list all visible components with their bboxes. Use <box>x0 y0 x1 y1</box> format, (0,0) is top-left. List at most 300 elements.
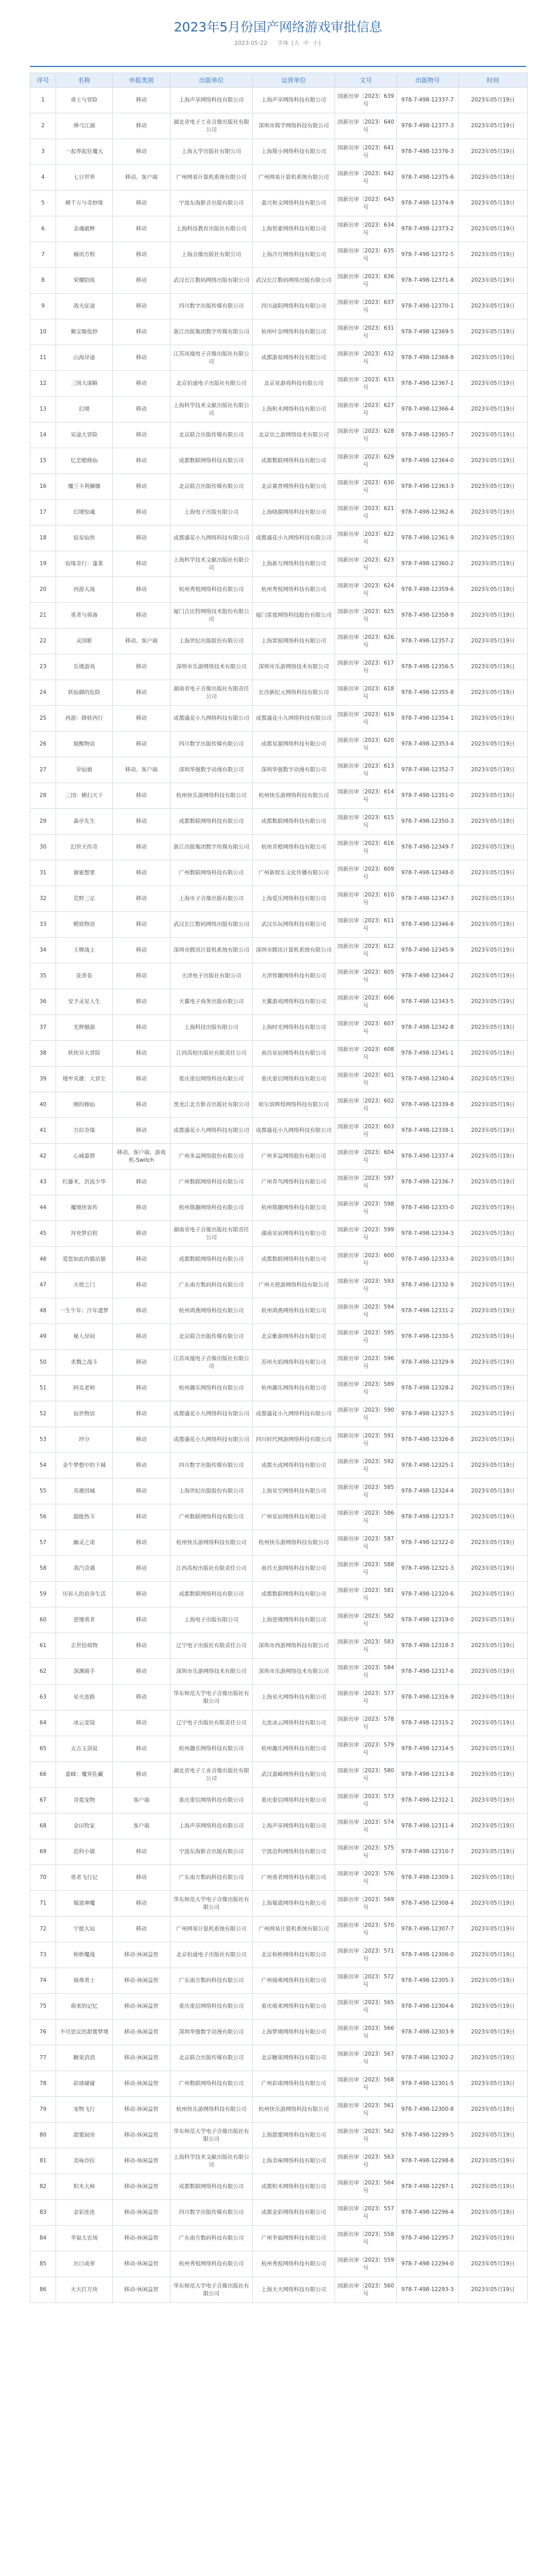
cell-category: 移动 <box>113 1891 170 1917</box>
cell-publisher: 四川数字出版传媒有限公司 <box>170 2200 253 2226</box>
cell-index: 56 <box>30 1504 56 1530</box>
cell-isbn: 978-7-498-12341-1 <box>397 1041 459 1066</box>
cell-operator: 南昌天游网络科技有限公司 <box>253 1556 335 1582</box>
cell-category: 移动 <box>113 1350 170 1376</box>
cell-category: 移动 <box>113 1736 170 1762</box>
cell-name: 杀戮之战斗 <box>56 1350 113 1376</box>
cell-publisher: 成都数联网络科技有限公司 <box>170 809 253 835</box>
cell-category: 移动-休闲益智 <box>113 1968 170 1994</box>
cell-document-no: 国新出审〔2023〕602号 <box>335 1092 397 1118</box>
cell-index: 21 <box>30 603 56 629</box>
cell-category: 移动 <box>113 1504 170 1530</box>
cell-document-no: 国新出审〔2023〕608号 <box>335 1041 397 1066</box>
cell-date: 2023年05月19日 <box>459 1659 528 1685</box>
cell-document-no: 国新出审〔2023〕601号 <box>335 1066 397 1092</box>
cell-document-no: 国新出审〔2023〕623号 <box>335 551 397 577</box>
cell-publisher: 成都盛花小九网络科技有限公司 <box>170 706 253 732</box>
cell-operator: 杭州青橙网络科技有限公司 <box>253 835 335 860</box>
cell-operator: 深圳市乐游网络技术有限公司 <box>253 1659 335 1685</box>
cell-operator: 广州新娱乐文化传播有限公司 <box>253 860 335 886</box>
cell-index: 3 <box>30 139 56 165</box>
header-isbn: 出版物号 <box>397 73 459 88</box>
cell-date: 2023年05月19日 <box>459 1736 528 1762</box>
cell-category: 移动 <box>113 938 170 963</box>
cell-category: 移动 <box>113 88 170 113</box>
cell-date: 2023年05月19日 <box>459 835 528 860</box>
cell-operator: 宁波范科网络科技有限公司 <box>253 1839 335 1865</box>
cell-isbn: 978-7-498-12332-9 <box>397 1273 459 1298</box>
cell-category: 移动-休闲益智 <box>113 2045 170 2071</box>
cell-document-no: 国新出审〔2023〕606号 <box>335 989 397 1015</box>
table-row <box>30 1659 528 1685</box>
table-row <box>30 1401 528 1427</box>
cell-operator: 上海时光网络科技有限公司 <box>253 1015 335 1041</box>
table-row <box>30 912 528 938</box>
cell-document-no: 国新出审〔2023〕577号 <box>335 1685 397 1710</box>
cell-category: 移动 <box>113 1453 170 1479</box>
cell-isbn: 978-7-498-12367-1 <box>397 371 459 397</box>
cell-document-no: 国新出审〔2023〕592号 <box>335 1453 397 1479</box>
cell-name: 英雄回城 <box>56 1479 113 1504</box>
cell-category: 移动 <box>113 242 170 268</box>
cell-name: 积木大师 <box>56 2174 113 2200</box>
table-row <box>30 1865 528 1891</box>
cell-category: 移动-休闲益智 <box>113 2174 170 2200</box>
cell-operator: 上海雷锐网络科技有限公司 <box>253 629 335 654</box>
table-row <box>30 1556 528 1582</box>
table-header <box>30 73 528 88</box>
cell-publisher: 广州数联网络科技有限公司 <box>170 1170 253 1195</box>
cell-isbn: 978-7-498-12353-4 <box>397 732 459 757</box>
font-size-large-link[interactable]: [大 <box>291 40 300 46</box>
cell-date: 2023年05月19日 <box>459 1556 528 1582</box>
cell-name: 魔境侠客传 <box>56 1195 113 1221</box>
cell-category: 移动、客户端 <box>113 757 170 783</box>
cell-index: 8 <box>30 268 56 294</box>
table-row <box>30 629 528 654</box>
cell-date: 2023年05月19日 <box>459 345 528 371</box>
cell-date: 2023年05月19日 <box>459 88 528 113</box>
cell-isbn: 978-7-498-12318-3 <box>397 1633 459 1659</box>
cell-document-no: 国新出审〔2023〕622号 <box>335 526 397 551</box>
cell-publisher: 广东南方数码科技有限公司 <box>170 1865 253 1891</box>
cell-category: 移动 <box>113 1170 170 1195</box>
cell-date: 2023年05月19日 <box>459 1891 528 1917</box>
cell-operator: 成都盛花小九网络科技有限公司 <box>253 1118 335 1144</box>
cell-date: 2023年05月19日 <box>459 448 528 474</box>
cell-category: 移动-休闲益智 <box>113 1994 170 2020</box>
cell-isbn: 978-7-498-12314-5 <box>397 1736 459 1762</box>
cell-isbn: 978-7-498-12357-2 <box>397 629 459 654</box>
cell-operator: 成都数联网络科技有限公司 <box>253 448 335 474</box>
cell-index: 24 <box>30 680 56 706</box>
cell-publisher: 浙江出版集团数字传媒有限公司 <box>170 835 253 860</box>
font-size-small-link[interactable]: 小] <box>312 40 321 46</box>
cell-document-no: 国新出审〔2023〕560号 <box>335 2277 397 2303</box>
cell-date: 2023年05月19日 <box>459 912 528 938</box>
table-row <box>30 1607 528 1633</box>
cell-index: 33 <box>30 912 56 938</box>
cell-category: 移动 <box>113 989 170 1015</box>
cell-index: 81 <box>30 2148 56 2174</box>
table-row <box>30 2200 528 2226</box>
cell-document-no: 国新出审〔2023〕641号 <box>335 139 397 165</box>
cell-date: 2023年05月19日 <box>459 757 528 783</box>
cell-operator: 深圳市西游网络科技有限公司 <box>253 1633 335 1659</box>
cell-category: 移动-休闲益智 <box>113 2251 170 2277</box>
cell-category: 移动、客户端、游戏机-Switch <box>113 1144 170 1170</box>
cell-isbn: 978-7-498-12365-7 <box>397 422 459 448</box>
cell-date: 2023年05月19日 <box>459 1221 528 1247</box>
cell-isbn: 978-7-498-12336-7 <box>397 1170 459 1195</box>
cell-document-no: 国新出审〔2023〕620号 <box>335 732 397 757</box>
cell-index: 58 <box>30 1556 56 1582</box>
cell-name: 金牛梦想中的下城 <box>56 1453 113 1479</box>
cell-category: 移动-休闲益智 <box>113 2071 170 2097</box>
cell-index: 22 <box>30 629 56 654</box>
cell-publisher: 上海声享网络科技有限公司 <box>170 88 253 113</box>
cell-name: 阿克老师 <box>56 1376 113 1401</box>
cell-publisher: 宁波东海影音出版有限公司 <box>170 191 253 216</box>
cell-document-no: 国新出审〔2023〕597号 <box>335 1170 397 1195</box>
cell-operator: 武汉乐玩网络科技有限公司 <box>253 912 335 938</box>
cell-document-no: 国新出审〔2023〕604号 <box>335 1144 397 1170</box>
page-title: 2023年5月份国产网络游戏审批信息 <box>173 20 383 35</box>
cell-isbn: 978-7-498-12359-6 <box>397 577 459 603</box>
cell-date: 2023年05月19日 <box>459 1479 528 1504</box>
cell-isbn: 978-7-498-12317-6 <box>397 1659 459 1685</box>
cell-date: 2023年05月19日 <box>459 938 528 963</box>
font-size-medium-link[interactable]: 中 <box>303 40 309 46</box>
table-row <box>30 191 528 216</box>
table-row <box>30 886 528 912</box>
table-row <box>30 603 528 629</box>
cell-index: 42 <box>30 1144 56 1170</box>
cell-date: 2023年05月19日 <box>459 1015 528 1041</box>
cell-publisher: 上海科学技术文献出版社有限公司 <box>170 2148 253 2174</box>
cell-index: 4 <box>30 165 56 191</box>
cell-document-no: 国新出审〔2023〕637号 <box>335 294 397 319</box>
cell-date: 2023年05月19日 <box>459 319 528 345</box>
cell-date: 2023年05月19日 <box>459 1865 528 1891</box>
cell-isbn: 978-7-498-12305-3 <box>397 1968 459 1994</box>
cell-isbn: 978-7-498-12349-7 <box>397 835 459 860</box>
cell-category: 移动 <box>113 1556 170 1582</box>
cell-name: 荣耀陪练 <box>56 268 113 294</box>
cell-index: 61 <box>30 1633 56 1659</box>
table-row <box>30 809 528 835</box>
cell-index: 29 <box>30 809 56 835</box>
cell-category: 移动 <box>113 422 170 448</box>
cell-publisher: 北京伯通电子出版社有限公司 <box>170 1942 253 1968</box>
cell-document-no: 国新出审〔2023〕557号 <box>335 2200 397 2226</box>
cell-category: 移动 <box>113 191 170 216</box>
cell-isbn: 978-7-498-12320-6 <box>397 1582 459 1607</box>
cell-index: 63 <box>30 1685 56 1710</box>
cell-isbn: 978-7-498-12337-4 <box>397 1144 459 1170</box>
cell-operator: 上海美味网络科技有限公司 <box>253 2148 335 2174</box>
cell-publisher: 江苏凤凰电子音像出版社有限公司 <box>170 345 253 371</box>
cell-index: 85 <box>30 2251 56 2277</box>
cell-name: 美味沙拉 <box>56 2148 113 2174</box>
cell-category: 移动 <box>113 1195 170 1221</box>
cell-name: 勇者飞行记 <box>56 1865 113 1891</box>
table-row <box>30 1968 528 1994</box>
cell-isbn: 978-7-498-12335-0 <box>397 1195 459 1221</box>
cell-date: 2023年05月19日 <box>459 1144 528 1170</box>
cell-date: 2023年05月19日 <box>459 1273 528 1298</box>
cell-name: 拜充梦启程 <box>56 1221 113 1247</box>
cell-operator: 杭州快乐游网络科技有限公司 <box>253 783 335 809</box>
cell-category: 移动 <box>113 1633 170 1659</box>
cell-index: 11 <box>30 345 56 371</box>
cell-date: 2023年05月19日 <box>459 2277 528 2303</box>
cell-name: 幽灵之诺 <box>56 1530 113 1556</box>
table-row <box>30 1814 528 1839</box>
cell-publisher: 重庆重信网络科技有限公司 <box>170 1066 253 1092</box>
header-category: 申报类别 <box>113 73 170 88</box>
cell-publisher: 华东师范大学电子音像出版社有限公司 <box>170 1685 253 1710</box>
cell-operator: 广州彩球网络科技有限公司 <box>253 2071 335 2097</box>
cell-operator: 广州多益网络股份有限公司 <box>253 1144 335 1170</box>
cell-document-no: 国新出审〔2023〕578号 <box>335 1710 397 1736</box>
cell-index: 62 <box>30 1659 56 1685</box>
cell-date: 2023年05月19日 <box>459 216 528 242</box>
cell-category: 客户端 <box>113 1788 170 1814</box>
cell-isbn: 978-7-498-12370-1 <box>397 294 459 319</box>
cell-date: 2023年05月19日 <box>459 963 528 989</box>
cell-index: 50 <box>30 1350 56 1376</box>
cell-operator: 成都金彩网络科技有限公司 <box>253 2200 335 2226</box>
cell-isbn: 978-7-498-12351-0 <box>397 783 459 809</box>
cell-category: 移动 <box>113 397 170 422</box>
cell-operator: 杭州趣乐网络科技有限公司 <box>253 1376 335 1401</box>
cell-category: 移动 <box>113 113 170 139</box>
cell-date: 2023年05月19日 <box>459 1917 528 1942</box>
cell-isbn: 978-7-498-12372-5 <box>397 242 459 268</box>
cell-name: 忆恋嗯修仙 <box>56 448 113 474</box>
cell-operator: 武汉嘉峰网络科技有限公司 <box>253 1762 335 1788</box>
cell-publisher: 江西高校出版社有限责任公司 <box>170 1556 253 1582</box>
cell-index: 7 <box>30 242 56 268</box>
cell-category: 移动 <box>113 1092 170 1118</box>
cell-document-no: 国新出审〔2023〕607号 <box>335 1015 397 1041</box>
cell-operator: 苏州火焰网络科技有限公司 <box>253 1350 335 1376</box>
cell-name: 三国大谋略 <box>56 371 113 397</box>
publish-date: 2023-05-22 <box>234 40 268 46</box>
cell-document-no: 国新出审〔2023〕579号 <box>335 1736 397 1762</box>
cell-publisher: 广东南方数码科技有限公司 <box>170 1273 253 1298</box>
cell-operator: 上海梦境网络科技有限公司 <box>253 2020 335 2045</box>
table-row <box>30 1170 528 1195</box>
cell-operator: 广州星辰网络科技有限公司 <box>253 1504 335 1530</box>
cell-index: 14 <box>30 422 56 448</box>
cell-category: 移动 <box>113 835 170 860</box>
cell-operator: 天翼游戏网络科技有限公司 <box>253 989 335 1015</box>
cell-operator: 上海简小网络科技有限公司 <box>253 139 335 165</box>
cell-publisher: 湖南省电子音像出版社有限责任公司 <box>170 1221 253 1247</box>
cell-isbn: 978-7-498-12343-5 <box>397 989 459 1015</box>
cell-date: 2023年05月19日 <box>459 1994 528 2020</box>
cell-publisher: 广州多益网络股份有限公司 <box>170 1144 253 1170</box>
cell-name: 蒸汽奇遇 <box>56 1556 113 1582</box>
cell-name: 宿星仙侠 <box>56 526 113 551</box>
cell-publisher: 武汉长江数码网络出版有限公司 <box>170 912 253 938</box>
cell-isbn: 978-7-498-12296-4 <box>397 2200 459 2226</box>
cell-index: 32 <box>30 886 56 912</box>
cell-index: 20 <box>30 577 56 603</box>
cell-document-no: 国新出审〔2023〕584号 <box>335 1659 397 1685</box>
table-row <box>30 345 528 371</box>
cell-index: 28 <box>30 783 56 809</box>
table-row <box>30 139 528 165</box>
cell-document-no: 国新出审〔2023〕574号 <box>335 1814 397 1839</box>
cell-isbn: 978-7-498-12303-9 <box>397 2020 459 2045</box>
cell-publisher: 湖北省电子工业音像出版社有限公司 <box>170 1762 253 1788</box>
cell-operator: 北京宗之游网络技术有限公司 <box>253 422 335 448</box>
cell-isbn: 978-7-498-12329-9 <box>397 1350 459 1376</box>
table-row <box>30 294 528 319</box>
cell-date: 2023年05月19日 <box>459 1427 528 1453</box>
cell-operator: 上海智豪网络科技有限公司 <box>253 216 335 242</box>
cell-name: 魔兰卡利狮娜 <box>56 474 113 500</box>
cell-date: 2023年05月19日 <box>459 371 528 397</box>
table-row <box>30 989 528 1015</box>
cell-index: 47 <box>30 1273 56 1298</box>
cell-index: 13 <box>30 397 56 422</box>
cell-name: 超能热斗 <box>56 1504 113 1530</box>
header-row <box>30 73 528 88</box>
cell-isbn: 978-7-498-12360-2 <box>397 551 459 577</box>
cell-index: 41 <box>30 1118 56 1144</box>
table-row <box>30 1066 528 1092</box>
cell-operator: 成都盛花小九网络科技有限公司 <box>253 706 335 732</box>
table-row <box>30 1247 528 1273</box>
cell-name: 和桥魔战 <box>56 1942 113 1968</box>
cell-operator: 广州勇者网络科技有限公司 <box>253 1865 335 1891</box>
cell-index: 44 <box>30 1195 56 1221</box>
cell-operator: 武汉长江数码网络出版有限公司 <box>253 268 335 294</box>
cell-operator: 深圳华强数字动漫有限公司 <box>253 757 335 783</box>
cell-operator: 上海声享网络科技有限公司 <box>253 1814 335 1839</box>
cell-operator: 成都积木网络科技有限公司 <box>253 2174 335 2200</box>
cell-category: 移动、客户端 <box>113 629 170 654</box>
cell-index: 45 <box>30 1221 56 1247</box>
cell-category: 移动-休闲益智 <box>113 1942 170 1968</box>
cell-isbn: 978-7-498-12364-0 <box>397 448 459 474</box>
cell-publisher: 杭州快乐游网络科技有限公司 <box>170 1530 253 1556</box>
cell-index: 83 <box>30 2200 56 2226</box>
cell-operator: 北京赛普网络科技有限公司 <box>253 474 335 500</box>
cell-publisher: 广东南方数码科技有限公司 <box>170 2226 253 2251</box>
cell-date: 2023年05月19日 <box>459 886 528 912</box>
cell-operator: 杭州秀悦网络科技有限公司 <box>253 577 335 603</box>
cell-name: 一生午年：汗年遗梦 <box>56 1298 113 1324</box>
cell-name: 星火连路 <box>56 1685 113 1710</box>
table-row <box>30 835 528 860</box>
cell-isbn: 978-7-498-12346-6 <box>397 912 459 938</box>
cell-name: 甜蜜厨房 <box>56 2123 113 2148</box>
cell-name: 秘人异间 <box>56 1324 113 1350</box>
cell-document-no: 国新出审〔2023〕611号 <box>335 912 397 938</box>
cell-isbn: 978-7-498-12306-0 <box>397 1942 459 1968</box>
cell-publisher: 四川数字出版传媒有限公司 <box>170 1453 253 1479</box>
cell-date: 2023年05月19日 <box>459 422 528 448</box>
cell-operator: 上海冷月网络科技有限公司 <box>253 242 335 268</box>
cell-publisher: 杭州趣乐网络科技有限公司 <box>170 1736 253 1762</box>
cell-isbn: 978-7-498-12309-1 <box>397 1865 459 1891</box>
cell-name: 金田牧家 <box>56 1814 113 1839</box>
cell-index: 31 <box>30 860 56 886</box>
cell-publisher: 深圳市乐游网络技术有限公司 <box>170 1659 253 1685</box>
cell-isbn: 978-7-498-12333-6 <box>397 1247 459 1273</box>
cell-category: 移动 <box>113 1247 170 1273</box>
cell-document-no: 国新出审〔2023〕643号 <box>335 191 397 216</box>
cell-name: 西游大战 <box>56 577 113 603</box>
cell-operator: 上海新互网络科技有限公司 <box>253 551 335 577</box>
cell-publisher: 上海世纪出版股份有限公司 <box>170 1479 253 1504</box>
table-row <box>30 88 528 113</box>
cell-document-no: 国新出审〔2023〕642号 <box>335 165 397 191</box>
table-row <box>30 1942 528 1968</box>
cell-category: 移动 <box>113 474 170 500</box>
cell-date: 2023年05月19日 <box>459 139 528 165</box>
cell-index: 68 <box>30 1814 56 1839</box>
table-row <box>30 551 528 577</box>
cell-index: 70 <box>30 1865 56 1891</box>
table-row <box>30 1582 528 1607</box>
table-row <box>30 474 528 500</box>
cell-isbn: 978-7-498-12319-0 <box>397 1607 459 1633</box>
cell-document-no: 国新出审〔2023〕626号 <box>335 629 397 654</box>
cell-operator: 杭州叶奈网络科技有限公司 <box>253 319 335 345</box>
cell-document-no: 国新出审〔2023〕613号 <box>335 757 397 783</box>
table-row <box>30 216 528 242</box>
cell-operator: 四川时代网游网络科技有限公司 <box>253 1427 335 1453</box>
cell-isbn: 978-7-498-12331-2 <box>397 1298 459 1324</box>
cell-isbn: 978-7-498-12330-5 <box>397 1324 459 1350</box>
cell-operator: 上海甜蜜网络科技有限公司 <box>253 2123 335 2148</box>
cell-date: 2023年05月19日 <box>459 191 528 216</box>
cell-publisher: 广州网易计算机系统有限公司 <box>170 165 253 191</box>
cell-category: 移动-休闲益智 <box>113 2226 170 2251</box>
cell-operator: 嘉兴和文网络科技有限公司 <box>253 191 335 216</box>
cell-category: 移动、客户端 <box>113 165 170 191</box>
table-row <box>30 448 528 474</box>
cell-name: 貌醒物语 <box>56 732 113 757</box>
cell-operator: 厦门雷霆网络科技股份有限公司 <box>253 603 335 629</box>
table-row <box>30 2097 528 2123</box>
cell-date: 2023年05月19日 <box>459 242 528 268</box>
cell-date: 2023年05月19日 <box>459 654 528 680</box>
cell-isbn: 978-7-498-12342-8 <box>397 1015 459 1041</box>
cell-operator: 四川途阳网络科技有限公司 <box>253 294 335 319</box>
cell-publisher: 北京联合出版传媒有限公司 <box>170 1324 253 1350</box>
cell-name: 勇者与祷备 <box>56 603 113 629</box>
cell-publisher: 上海电子出版有限公司 <box>170 1607 253 1633</box>
cell-name: 宿缘奇行：蓬莱 <box>56 551 113 577</box>
table-row <box>30 2226 528 2251</box>
cell-name: 红藤术，洪流少华 <box>56 1170 113 1195</box>
cell-category: 移动 <box>113 1685 170 1710</box>
cell-isbn: 978-7-498-12321-3 <box>397 1556 459 1582</box>
table-row <box>30 2071 528 2097</box>
title-divider <box>30 66 526 67</box>
header-index: 序号 <box>30 73 56 88</box>
cell-operator: 北京紫游网络科技有限公司 <box>253 1324 335 1350</box>
cell-category: 移动 <box>113 1865 170 1891</box>
cell-date: 2023年05月19日 <box>459 2071 528 2097</box>
